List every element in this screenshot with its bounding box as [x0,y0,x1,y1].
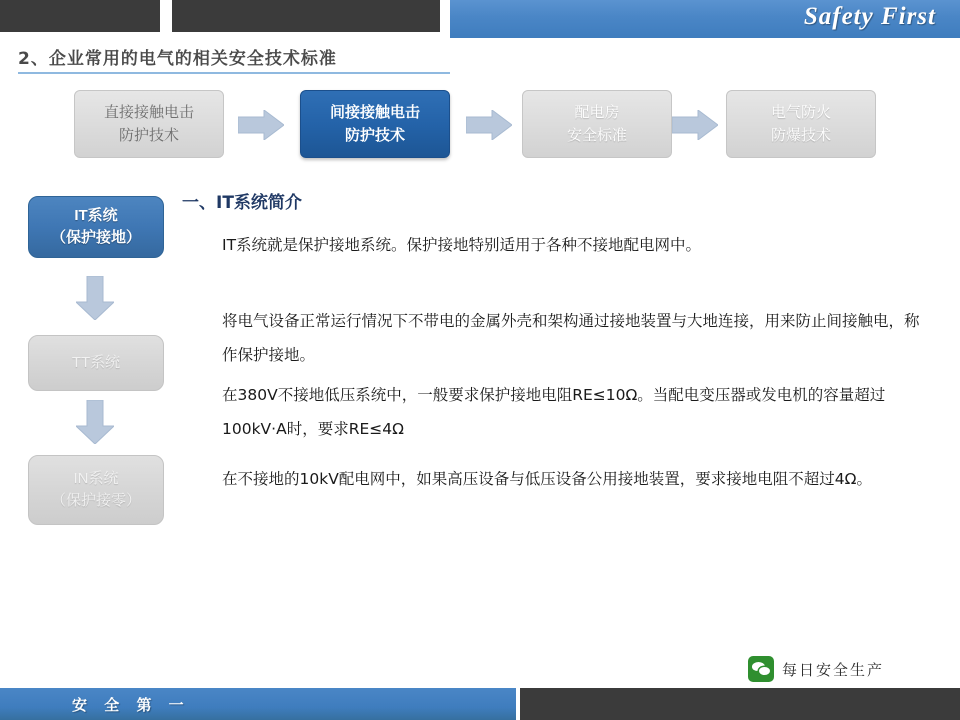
arrow-right-icon [466,110,512,140]
top-bar [0,0,960,38]
flow-step-3-line1: 配电房 [574,103,620,121]
sidebar-item-tt-system-line1: TT系统 [71,353,121,371]
flow-step-3[interactable] [522,90,672,158]
wechat-icon [748,656,774,682]
flow-step-2-line1: 间接接触电击 [329,103,420,121]
footer-bar [0,684,960,720]
body-paragraph-4: 在不接地的10kV配电网中，如果高压设备与低压设备公用接地装置，要求接地电阻不超过4Ω。 [222,470,873,488]
arrow-right-icon [672,110,718,140]
sidebar-item-it-system-line1: IT系统 [74,206,118,224]
flow-step-1-line1: 直接接触电击 [103,103,194,121]
page-title: 2、企业常用的电气的相关安全技术标准 [18,49,337,69]
flow-step-1-line2: 防护技术 [118,127,179,144]
top-bar-block-mid [172,0,440,32]
flow-step-2[interactable] [300,90,450,158]
footer-slogan: 安 全 第 一 [72,696,190,714]
section-title: 一、IT系统简介 [182,193,302,213]
flow-step-2-line2: 防护技术 [344,127,405,144]
sidebar-item-in-system[interactable] [28,455,164,525]
body-paragraph-2: 将电气设备正常运行情况下不带电的金属外壳和架构通过接地装置与大地连接，用来防止间接触电，称作保护接地。 [222,312,920,364]
sidebar-item-in-system-line1: IN系统 [73,469,119,487]
flow-step-3-line2: 安全标准 [566,127,627,144]
footer-dark-block [520,688,960,720]
body-paragraph-1: IT系统就是保护接地系统。保护接地特别适用于各种不接地配电网中。 [222,236,702,254]
top-bar-block-left [0,0,160,32]
arrow-down-icon [76,276,114,320]
sidebar-item-it-system[interactable] [28,196,164,258]
slide-banner-title: Safety First [803,3,936,30]
arrow-down-icon [76,400,114,444]
flow-step-4-line1: 电气防火 [770,103,831,121]
body-paragraph-3: 在380V不接地低压系统中，一般要求保护接地电阻RE≤10Ω。当配电变压器或发电机的容量超过100kV·A时，要求RE≤4Ω [222,386,886,438]
wechat-account-name: 每日安全生产 [782,660,885,679]
sidebar-item-it-system-line2: （保护接地） [50,229,141,246]
flow-step-4-line2: 防爆技术 [770,127,831,144]
page-title-underline [18,72,450,74]
flow-step-4[interactable] [726,90,876,158]
arrow-right-icon [238,110,284,140]
sidebar-item-tt-system[interactable] [28,335,164,391]
sidebar-item-in-system-line2: （保护接零） [50,492,141,509]
flow-step-1[interactable] [74,90,224,158]
wechat-badge [748,656,884,682]
